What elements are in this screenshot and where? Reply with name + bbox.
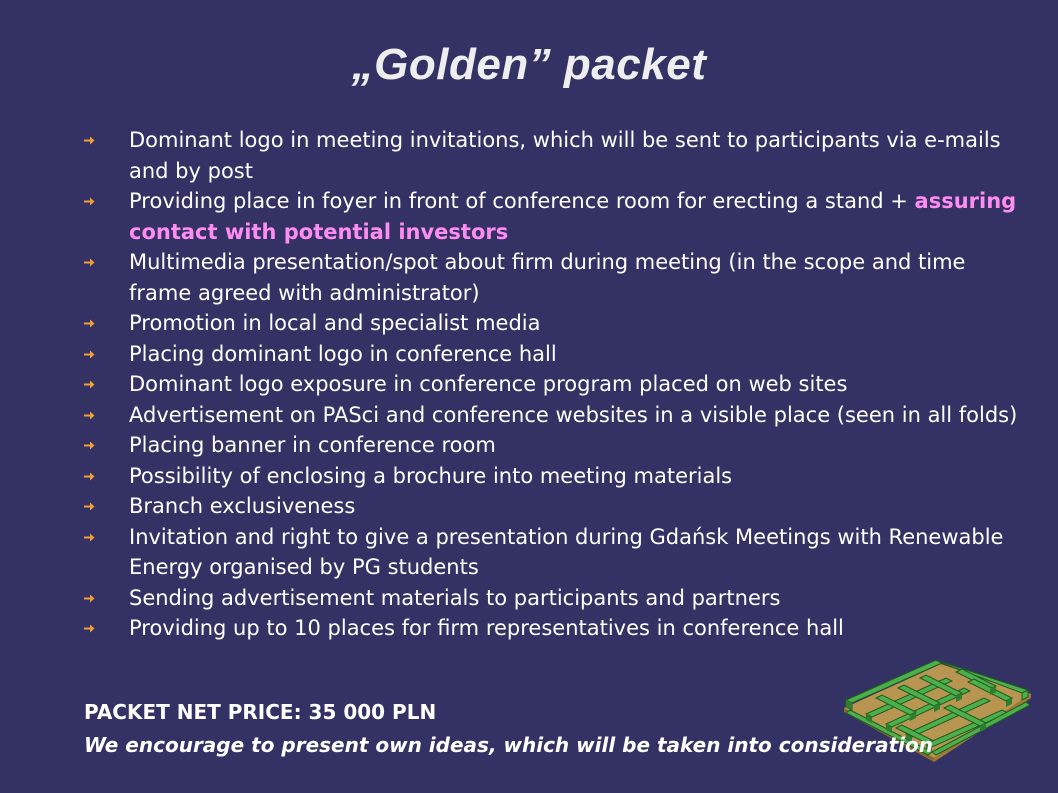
bullet-item [84,613,1034,644]
encouragement-note: We encourage to present own ideas, which will be taken into consideration [84,733,933,757]
bullet-text: Promotion in local and specialist media [129,311,541,335]
bullet-text: Branch exclusiveness [129,494,356,518]
bullet-text: Sending advertisement materials to participants and partners [129,585,781,610]
bullet-item [84,583,1034,614]
bullet-text: Multimedia presentation/spot about firm during meeting (in the scope and time frame agreed with administrator) [129,250,966,305]
bullet-item [84,308,1034,339]
arrow-right-icon [84,491,98,522]
arrow-right-icon [84,125,98,156]
arrow-right-icon [84,583,98,614]
bullet-text: Providing place in foyer in front of conference room for erecting a stand + [129,189,915,213]
bullet-item [84,247,1034,308]
arrow-right-icon [84,613,98,644]
arrow-right-icon [84,461,98,492]
arrow-right-icon [84,369,98,400]
arrow-right-icon [84,400,98,431]
bullet-item [84,522,1034,583]
bullet-text: Dominant logo exposure in conference program placed on web sites [129,372,848,396]
bullet-item [84,186,1034,247]
packet-price: PACKET NET PRICE: 35 000 PLN [84,700,437,724]
bullet-item [84,125,1034,186]
bullet-text: Providing up to 10 places for firm representatives in conference hall [129,616,844,640]
bullet-text: Placing banner in conference room [129,433,496,457]
bullet-item [84,369,1034,400]
bullet-item [84,491,1034,522]
arrow-right-icon [84,308,98,339]
bullet-highlight-text: assuring contact with potential investors [129,189,1017,244]
bullet-item [84,400,1034,431]
bullet-text: Placing dominant logo in conference hall [129,341,557,366]
arrow-right-icon [84,430,98,461]
arrow-right-icon [84,339,98,370]
bullet-text: Possibility of enclosing a brochure into meeting materials [129,463,733,488]
arrow-right-icon [84,522,98,553]
arrow-right-icon [84,247,98,278]
arrow-right-icon [84,186,98,217]
slide-title: „Golden” packet [351,40,707,89]
bullet-text: Advertisement on PASci and conference websites in a visible place (seen in all folds) [129,402,1018,427]
bullet-text: Dominant logo in meeting invitations, which will be sent to participants via e-mails and by post [129,128,1001,183]
bullet-item [84,430,1034,461]
bullet-text: Invitation and right to give a presentation during Gdańsk Meetings with Renewable Energy organised by PG students [129,524,1004,579]
bullet-item [84,339,1034,370]
bullet-list [84,125,1034,644]
bullet-item [84,461,1034,492]
